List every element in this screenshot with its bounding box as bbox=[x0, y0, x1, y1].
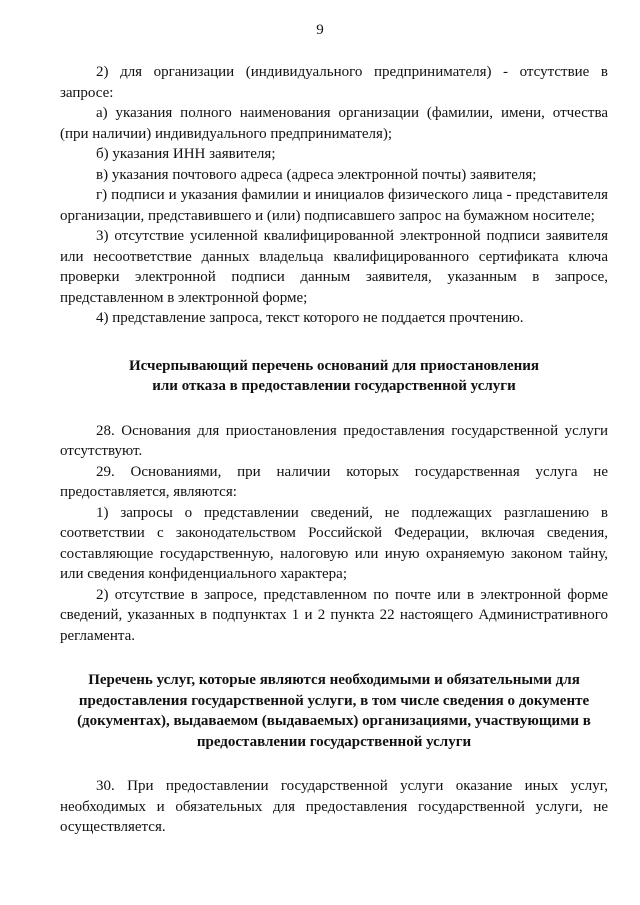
document-body bbox=[60, 62, 608, 838]
paragraph: 28. Основания для приостановления предоставления государственной услуги отсутствуют. bbox=[60, 422, 608, 459]
section-heading bbox=[60, 356, 608, 397]
heading-line: (документах), выдаваемом (выдаваемых) организациями, участвующими в bbox=[77, 713, 591, 729]
paragraph: 4) представление запроса, текст которого не поддается прочтению. bbox=[96, 310, 524, 326]
paragraph: 1) запросы о представлении сведений, не подлежащих разглашению в соответствии с законодательством Российской Федерации, включая сведения, составляющие государственную, налоговую или иную охраняемую законом тайну, или сведения конфиденциального характера; bbox=[60, 504, 608, 582]
requirements-list bbox=[60, 62, 608, 329]
grounds-list bbox=[60, 421, 608, 647]
paragraph: 3) отсутствие усиленной квалифицированной электронной подписи заявителя или несоответствие данных владельца квалифицированного сертификата ключа проверки электронной подписи данным заявителя, указанным в запросе, представленном в электронной форме; bbox=[60, 228, 608, 306]
services-list bbox=[60, 776, 608, 838]
heading-line: предоставления государственной услуги, в том числе сведения о документе bbox=[78, 692, 590, 709]
paragraph: 30. При предоставлении государственной услуги оказание иных услуг, необходимых и обязательных для предоставления государственной услуги, не осуществляется. bbox=[60, 778, 608, 835]
paragraph: б) указания ИНН заявителя; bbox=[96, 146, 276, 162]
paragraph: а) указания полного наименования организации (фамилии, имени, отчества (при наличии) индивидуального предпринимателя); bbox=[60, 105, 608, 142]
paragraph: 2) отсутствие в запросе, представленном по почте или в электронной форме сведений, указанных в подпунктах 1 и 2 пункта 22 настоящего Административного регламента. bbox=[60, 586, 608, 644]
paragraph: в) указания почтового адреса (адреса электронной почты) заявителя; bbox=[96, 166, 537, 183]
page-number: 9 bbox=[316, 22, 324, 38]
section-heading bbox=[60, 670, 608, 752]
heading-line: Перечень услуг, которые являются необходимыми и обязательными для bbox=[88, 672, 580, 688]
paragraph: 29. Основаниями, при наличии которых государственная услуга не предоставляется, являются: bbox=[60, 463, 608, 500]
heading-line: или отказа в предоставлении государственной услуги bbox=[152, 378, 516, 394]
heading-line: Исчерпывающий перечень оснований для приостановления bbox=[128, 357, 540, 374]
paragraph: г) подписи и указания фамилии и инициалов физического лица - представителя организации, представившего и (или) подписавшего запрос на бумажном носителе; bbox=[60, 187, 608, 224]
heading-line: предоставлении государственной услуги bbox=[196, 733, 472, 750]
paragraph: 2) для организации (индивидуального предпринимателя) - отсутствие в запросе: bbox=[60, 64, 608, 101]
